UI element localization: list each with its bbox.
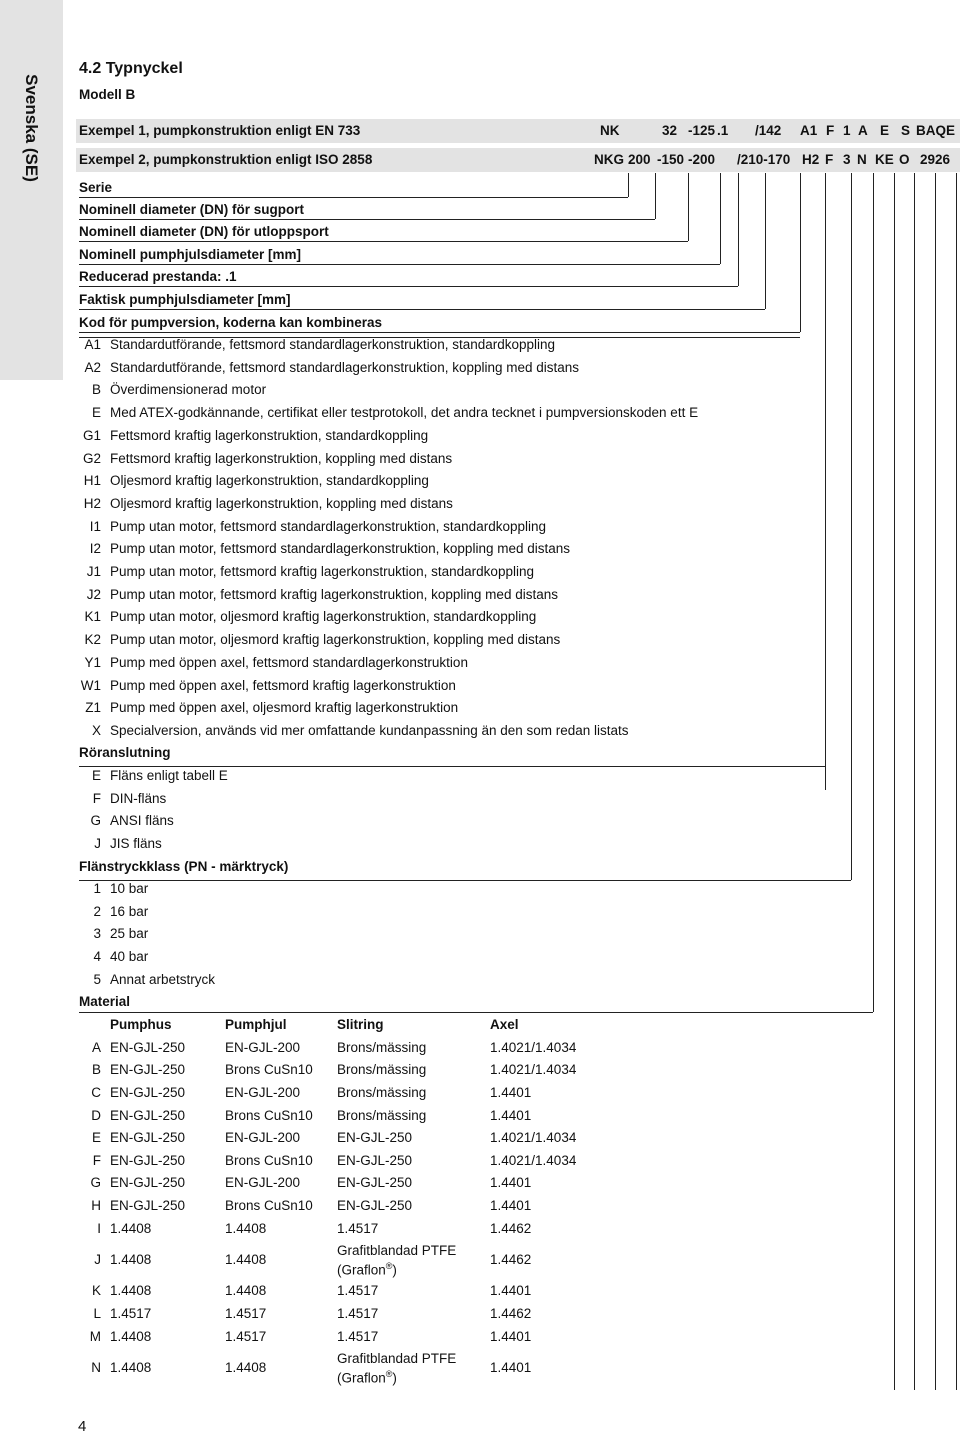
material-slitring: EN-GJL-250 <box>337 1153 413 1168</box>
example-1-field: 32 <box>662 123 678 138</box>
type-key-row: Nominell pumphjulsdiameter [mm] <box>79 247 302 262</box>
connector-vertical <box>720 173 721 264</box>
type-key-row: Faktisk pumphjulsdiameter [mm] <box>79 292 291 307</box>
pump-version-code: Z1 <box>85 700 101 716</box>
material-row-code: E <box>91 1130 101 1145</box>
material-row-code: N <box>91 1360 101 1375</box>
material-pumphus: 1.4408 <box>110 1252 152 1267</box>
pump-version-text: Standardutförande, fettsmord standardlagerkonstruktion, standardkoppling <box>110 337 556 352</box>
connector-horizontal <box>79 766 825 767</box>
material-axel: 1.4401 <box>490 1108 532 1123</box>
connector-horizontal <box>79 197 628 198</box>
material-pumphjul: 1.4408 <box>225 1360 267 1375</box>
material-pumphus: EN-GJL-250 <box>110 1198 186 1213</box>
material-axel: 1.4462 <box>490 1252 532 1267</box>
pump-version-code: Y1 <box>84 654 101 670</box>
material-row-code: H <box>91 1198 101 1213</box>
type-key-row: Kod för pumpversion, koderna kan kombineras <box>79 315 383 330</box>
material-slitring: Grafitblandad PTFE <box>337 1351 457 1366</box>
pressure-heading: Flänstryckklass (PN - märktryck) <box>79 859 289 874</box>
pump-version-text: Pump med öppen axel, oljesmord kraftig lagerkonstruktion <box>110 700 459 716</box>
pump-version-text: Standardutförande, fettsmord standardlagerkonstruktion, koppling med distans <box>110 359 580 375</box>
connector-vertical <box>688 173 689 241</box>
material-axel: 1.4462 <box>490 1221 532 1236</box>
close-paren: ) <box>392 1370 397 1386</box>
material-row-code: D <box>91 1108 101 1123</box>
material-axel: 1.4401 <box>490 1329 532 1344</box>
type-key-row: Nominell diameter (DN) för utloppsport <box>79 224 329 239</box>
connector-horizontal <box>79 332 800 333</box>
example-1-field: A1 <box>800 123 818 138</box>
type-key-row: Nominell diameter (DN) för sugport <box>79 202 305 217</box>
example-1-field: S <box>901 123 911 138</box>
material-axel: 1.4401 <box>490 1085 532 1100</box>
material-column-header: Slitring <box>337 1017 384 1032</box>
material-column-header: Pumphjul <box>225 1017 287 1032</box>
example-2-field: N <box>857 152 867 167</box>
material-row-code: G <box>90 1175 101 1190</box>
pump-version-code: G1 <box>82 427 101 443</box>
example-2-field: KE <box>875 152 894 167</box>
material-axel: 1.4401 <box>490 1283 532 1298</box>
model-label: Modell B <box>79 87 136 102</box>
pump-version-code: K2 <box>84 632 101 648</box>
pipe-option-text: JIS fläns <box>110 836 162 852</box>
pump-version-text: Med ATEX-godkännande, certifikat eller testprotokoll, det andra tecknet i pumpversionskoden ett E <box>110 405 699 421</box>
connector-vertical <box>738 173 739 286</box>
pump-version-code: E <box>91 405 101 421</box>
section-title: 4.2 Typnyckel <box>79 60 183 77</box>
connector-horizontal <box>79 241 688 242</box>
connector-horizontal <box>79 286 738 287</box>
pressure-option-text: 40 bar <box>110 949 149 965</box>
example-2-field: 2926 <box>920 152 951 167</box>
material-heading: Material <box>79 994 131 1009</box>
material-slitring: 1.4517 <box>337 1221 379 1236</box>
pump-version-code: H2 <box>83 495 101 511</box>
material-pumphus: 1.4408 <box>110 1360 152 1375</box>
pump-version-text: Fettsmord kraftig lagerkonstruktion, koppling med distans <box>110 450 453 466</box>
material-row-code: J <box>94 1252 101 1267</box>
example-2-field: 3 <box>843 152 851 167</box>
pump-version-text: Pump utan motor, fettsmord standardlagerkonstruktion, standardkoppling <box>110 518 546 534</box>
example-1-field: /142 <box>755 123 782 138</box>
material-pumphus: EN-GJL-250 <box>110 1153 186 1168</box>
pump-version-text: Pump med öppen axel, fettsmord standardlagerkonstruktion <box>110 654 468 670</box>
material-slitring: EN-GJL-250 <box>337 1130 413 1145</box>
material-slitring: Brons/mässing <box>337 1040 427 1055</box>
material-row-code: L <box>93 1306 101 1321</box>
material-pumphus: EN-GJL-250 <box>110 1085 186 1100</box>
pump-version-text: Pump utan motor, oljesmord kraftig lagerkonstruktion, standardkoppling <box>110 609 537 625</box>
connector-vertical <box>956 173 957 1390</box>
material-pumphus: 1.4408 <box>110 1329 152 1344</box>
example-2-field: O <box>899 152 910 167</box>
material-slitring-line2 <box>337 1261 397 1278</box>
connector-vertical <box>655 173 656 219</box>
material-slitring: EN-GJL-250 <box>337 1198 413 1213</box>
example-2-field: /210-170 <box>737 152 791 167</box>
pump-version-text: Specialversion, används vid mer omfattande kundanpassning än den som redan listats <box>110 722 629 738</box>
pump-version-code: J1 <box>86 564 101 579</box>
material-pumphjul: 1.4408 <box>225 1221 267 1236</box>
material-row-code: I <box>97 1221 101 1236</box>
connector-horizontal <box>79 219 655 220</box>
pump-version-text: Oljesmord kraftig lagerkonstruktion, standardkoppling <box>110 473 429 489</box>
material-pumphjul: EN-GJL-200 <box>225 1040 301 1055</box>
type-key-row: Serie <box>79 180 113 195</box>
pressure-option-code: 1 <box>93 881 101 896</box>
connector-vertical <box>935 173 936 1390</box>
material-pumphus: EN-GJL-250 <box>110 1062 186 1077</box>
pump-version-code: J2 <box>86 586 101 602</box>
material-slitring: 1.4517 <box>337 1306 379 1321</box>
example-2-field: NKG <box>594 152 624 167</box>
pipe-heading: Röranslutning <box>79 745 171 760</box>
material-column-header: Pumphus <box>110 1017 172 1032</box>
connector-vertical <box>628 173 629 197</box>
example-2-field: -200 <box>688 152 716 167</box>
connector-vertical <box>800 173 801 332</box>
pump-version-text: Pump utan motor, fettsmord standardlagerkonstruktion, koppling med distans <box>110 541 570 557</box>
pipe-option-text: ANSI fläns <box>110 813 174 829</box>
material-slitring: Brons/mässing <box>337 1108 427 1123</box>
material-pumphus: EN-GJL-250 <box>110 1175 186 1190</box>
pressure-option-code: 2 <box>93 903 101 919</box>
material-pumphjul: 1.4517 <box>225 1329 267 1344</box>
connector-horizontal <box>79 1012 873 1013</box>
pump-version-text: Pump utan motor, fettsmord kraftig lagerkonstruktion, koppling med distans <box>110 586 558 602</box>
pressure-option-code: 3 <box>93 926 101 942</box>
connector-horizontal <box>79 880 851 881</box>
material-row-code: B <box>91 1062 101 1077</box>
material-slitring: EN-GJL-250 <box>337 1175 413 1190</box>
pump-version-text: Pump med öppen axel, fettsmord kraftig lagerkonstruktion <box>110 677 456 693</box>
example-1-field: NK <box>600 123 620 138</box>
example-2-field: 200 <box>628 152 651 167</box>
language-side-tab <box>0 0 63 380</box>
material-pumphus: 1.4408 <box>110 1221 152 1236</box>
language-label: Svenska (SE) <box>22 74 41 182</box>
material-pumphjul: 1.4517 <box>225 1306 267 1321</box>
material-row-code: M <box>89 1329 101 1344</box>
example-2-field: F <box>825 152 834 167</box>
pump-version-code: A1 <box>84 337 101 352</box>
pressure-option-text: 25 bar <box>110 926 149 942</box>
pump-version-code: X <box>91 722 101 738</box>
connector-vertical <box>765 173 766 309</box>
example-2-field: -150 <box>657 152 685 167</box>
pump-version-code: B <box>91 382 101 398</box>
material-slitring: Brons/mässing <box>337 1085 427 1100</box>
example-1-field: E <box>880 123 890 138</box>
pump-version-code: I1 <box>89 518 101 534</box>
type-key-row: Reducerad prestanda: .1 <box>79 269 237 284</box>
close-paren: ) <box>392 1262 397 1278</box>
example-1-field: BAQE <box>916 123 956 138</box>
example-1-field: 1 <box>843 123 851 138</box>
material-pumphjul: Brons CuSn10 <box>225 1153 313 1168</box>
pump-version-code: A2 <box>84 359 101 375</box>
pump-version-code: I2 <box>89 541 101 557</box>
material-pumphus: 1.4517 <box>110 1306 152 1321</box>
material-axel: 1.4401 <box>490 1198 532 1213</box>
example-1-field: .1 <box>717 123 729 138</box>
material-pumphjul: EN-GJL-200 <box>225 1130 301 1145</box>
material-axel: 1.4401 <box>490 1175 532 1190</box>
material-axel: 1.4021/1.4034 <box>490 1130 577 1145</box>
pressure-option-code: 4 <box>93 949 101 965</box>
pressure-option-text: 16 bar <box>110 903 149 919</box>
material-pumphjul: EN-GJL-200 <box>225 1175 301 1190</box>
pressure-option-text: Annat arbetstryck <box>110 971 216 987</box>
connector-horizontal <box>79 264 720 265</box>
material-row-code: C <box>91 1085 101 1100</box>
pump-version-code: G2 <box>82 450 101 466</box>
material-slitring: Grafitblandad PTFE <box>337 1243 457 1258</box>
connector-horizontal <box>79 309 765 310</box>
material-slitring: 1.4517 <box>337 1283 379 1298</box>
registered-mark: ® <box>385 1261 393 1271</box>
pump-version-code: H1 <box>83 473 101 489</box>
pipe-option-code: J <box>94 836 101 852</box>
material-column-header: Axel <box>490 1017 519 1032</box>
pump-version-text: Pump utan motor, oljesmord kraftig lagerkonstruktion, koppling med distans <box>110 632 561 648</box>
material-slitring: Brons/mässing <box>337 1062 427 1077</box>
material-axel: 1.4401 <box>490 1360 532 1375</box>
material-row-code: K <box>91 1283 101 1298</box>
pressure-option-code: 5 <box>93 971 101 987</box>
pipe-option-code: E <box>91 768 101 783</box>
pump-version-text: Fettsmord kraftig lagerkonstruktion, standardkoppling <box>110 427 429 443</box>
material-pumphus: 1.4408 <box>110 1283 152 1298</box>
material-row-code: A <box>91 1040 101 1055</box>
page-number: 4 <box>78 1418 87 1435</box>
material-slitring: 1.4517 <box>337 1329 379 1344</box>
material-slitring-line2 <box>337 1369 397 1386</box>
graflon-text: (Graflon <box>337 1370 386 1386</box>
material-row-code: F <box>92 1153 101 1168</box>
material-pumphjul: Brons CuSn10 <box>225 1198 313 1213</box>
example-2-label: Exempel 2, pumpkonstruktion enligt ISO 2858 <box>79 152 373 167</box>
example-1-label: Exempel 1, pumpkonstruktion enligt EN 733 <box>79 123 361 138</box>
material-axel: 1.4021/1.4034 <box>490 1153 577 1168</box>
material-pumphus: EN-GJL-250 <box>110 1040 186 1055</box>
material-axel: 1.4021/1.4034 <box>490 1062 577 1077</box>
material-axel: 1.4021/1.4034 <box>490 1040 577 1055</box>
material-pumphjul: Brons CuSn10 <box>225 1062 313 1077</box>
material-pumphjul: Brons CuSn10 <box>225 1108 313 1123</box>
pipe-option-code: F <box>92 790 101 806</box>
material-pumphus: EN-GJL-250 <box>110 1130 186 1145</box>
pipe-option-text: DIN-fläns <box>110 790 167 806</box>
pipe-option-text: Fläns enligt tabell E <box>110 768 228 783</box>
material-pumphus: EN-GJL-250 <box>110 1108 186 1123</box>
material-pumphjul: 1.4408 <box>225 1283 267 1298</box>
example-1-field: F <box>826 123 835 138</box>
connector-vertical <box>851 173 852 880</box>
example-1-field: -125 <box>688 123 716 138</box>
pressure-option-text: 10 bar <box>110 881 149 896</box>
example-1-field: A <box>858 123 868 138</box>
connector-vertical <box>873 173 874 1012</box>
material-pumphjul: EN-GJL-200 <box>225 1085 301 1100</box>
pump-version-text: Oljesmord kraftig lagerkonstruktion, koppling med distans <box>110 495 453 511</box>
example-2-field: H2 <box>802 152 820 167</box>
pump-version-text: Pump utan motor, fettsmord kraftig lagerkonstruktion, standardkoppling <box>110 564 534 579</box>
pump-version-code: W1 <box>80 677 101 693</box>
connector-vertical <box>894 173 895 1390</box>
connector-vertical <box>914 173 915 1390</box>
registered-mark: ® <box>385 1369 393 1379</box>
graflon-text: (Graflon <box>337 1262 386 1278</box>
pump-version-code: K1 <box>84 609 101 625</box>
material-axel: 1.4462 <box>490 1306 532 1321</box>
material-pumphjul: 1.4408 <box>225 1252 267 1267</box>
pipe-option-code: G <box>90 813 101 829</box>
connector-vertical <box>825 173 826 790</box>
pump-version-text: Överdimensionerad motor <box>110 382 267 398</box>
